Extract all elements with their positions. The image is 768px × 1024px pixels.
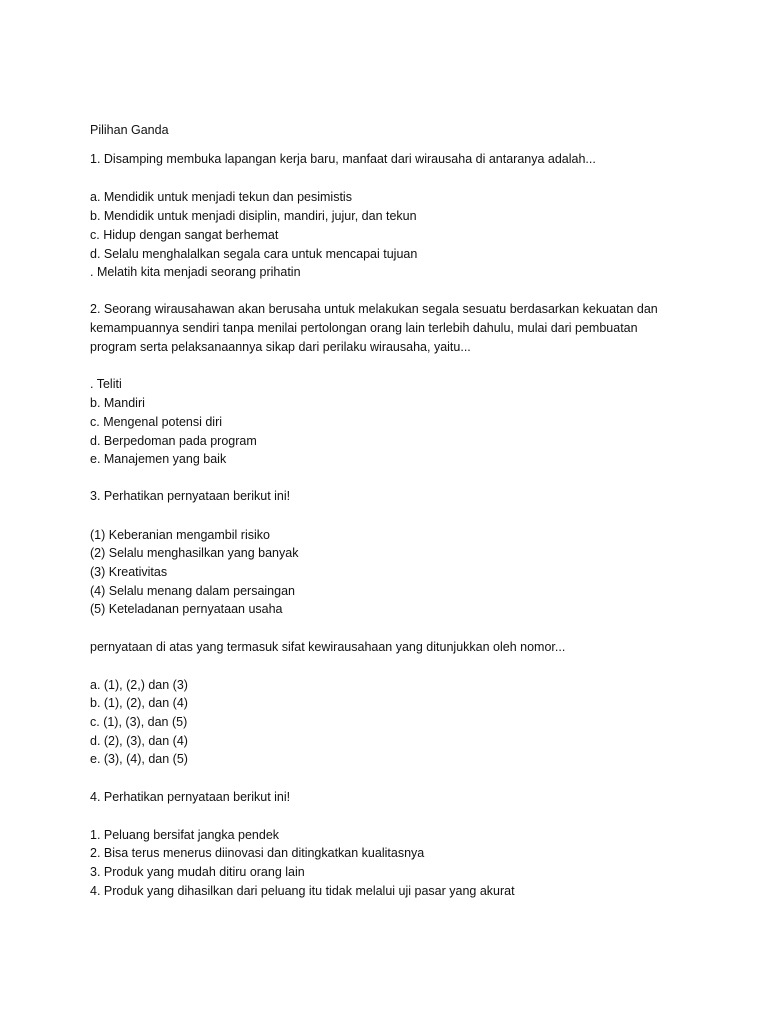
q3-option-b: b. (1), (2), dan (4)	[90, 696, 188, 710]
q4-statement-3: 3. Produk yang mudah ditiru orang lain	[90, 865, 305, 879]
question-2-line-2: kemampuannya sendiri tanpa menilai pertolongan orang lain terlebih dahulu, mulai dari pembuatan	[90, 321, 638, 335]
question-4: 4. Perhatikan pernyataan berikut ini!	[90, 790, 291, 804]
q3-option-e: e. (3), (4), dan (5)	[90, 752, 188, 766]
question-1: 1. Disamping membuka lapangan kerja baru, manfaat dari wirausaha di antaranya adalah...	[90, 152, 596, 166]
q3-statement-3: (3) Kreativitas	[90, 565, 168, 579]
question-2-line-1: 2. Seorang wirausahawan akan berusaha untuk melakukan segala sesuatu berdasarkan kekuatan dan	[90, 302, 658, 316]
q2-option-c: c. Mengenal potensi diri	[90, 415, 223, 429]
q2-option-d: d. Berpedoman pada program	[90, 434, 257, 448]
q3-option-c: c. (1), (3), dan (5)	[90, 715, 188, 729]
question-2-line-3: program serta pelaksanaannya sikap dari perilaku wirausaha, yaitu...	[90, 340, 471, 354]
q1-option-d: d. Selalu menghalalkan segala cara untuk mencapai tujuan	[90, 247, 418, 261]
q3-option-a: a. (1), (2,) dan (3)	[90, 678, 188, 692]
q3-prompt: pernyataan di atas yang termasuk sifat kewirausahaan yang ditunjukkan oleh nomor...	[90, 640, 566, 654]
q1-option-a: a. Mendidik untuk menjadi tekun dan pesimistis	[90, 190, 352, 204]
q3-statement-1: (1) Keberanian mengambil risiko	[90, 528, 270, 542]
q2-option-b: b. Mandiri	[90, 396, 145, 410]
q1-option-c: c. Hidup dengan sangat berhemat	[90, 228, 279, 242]
q1-option-e: . Melatih kita menjadi seorang prihatin	[90, 265, 301, 279]
q4-statement-4: 4. Produk yang dihasilkan dari peluang itu tidak melalui uji pasar yang akurat	[90, 884, 515, 898]
q3-statement-5: (5) Keteladanan pernyataan usaha	[90, 602, 283, 616]
question-3: 3. Perhatikan pernyataan berikut ini!	[90, 489, 291, 503]
q3-statement-4: (4) Selalu menang dalam persaingan	[90, 584, 295, 598]
q2-option-a: . Teliti	[90, 377, 122, 391]
q4-statement-1: 1. Peluang bersifat jangka pendek	[90, 828, 280, 842]
q4-statement-2: 2. Bisa terus menerus diinovasi dan ditingkatkan kualitasnya	[90, 846, 425, 860]
q1-option-b: b. Mendidik untuk menjadi disiplin, mandiri, jujur, dan tekun	[90, 209, 417, 223]
q2-option-e: e. Manajemen yang baik	[90, 452, 227, 466]
section-heading: Pilihan Ganda	[90, 123, 169, 137]
q3-statement-2: (2) Selalu menghasilkan yang banyak	[90, 546, 299, 560]
q3-option-d: d. (2), (3), dan (4)	[90, 734, 188, 748]
